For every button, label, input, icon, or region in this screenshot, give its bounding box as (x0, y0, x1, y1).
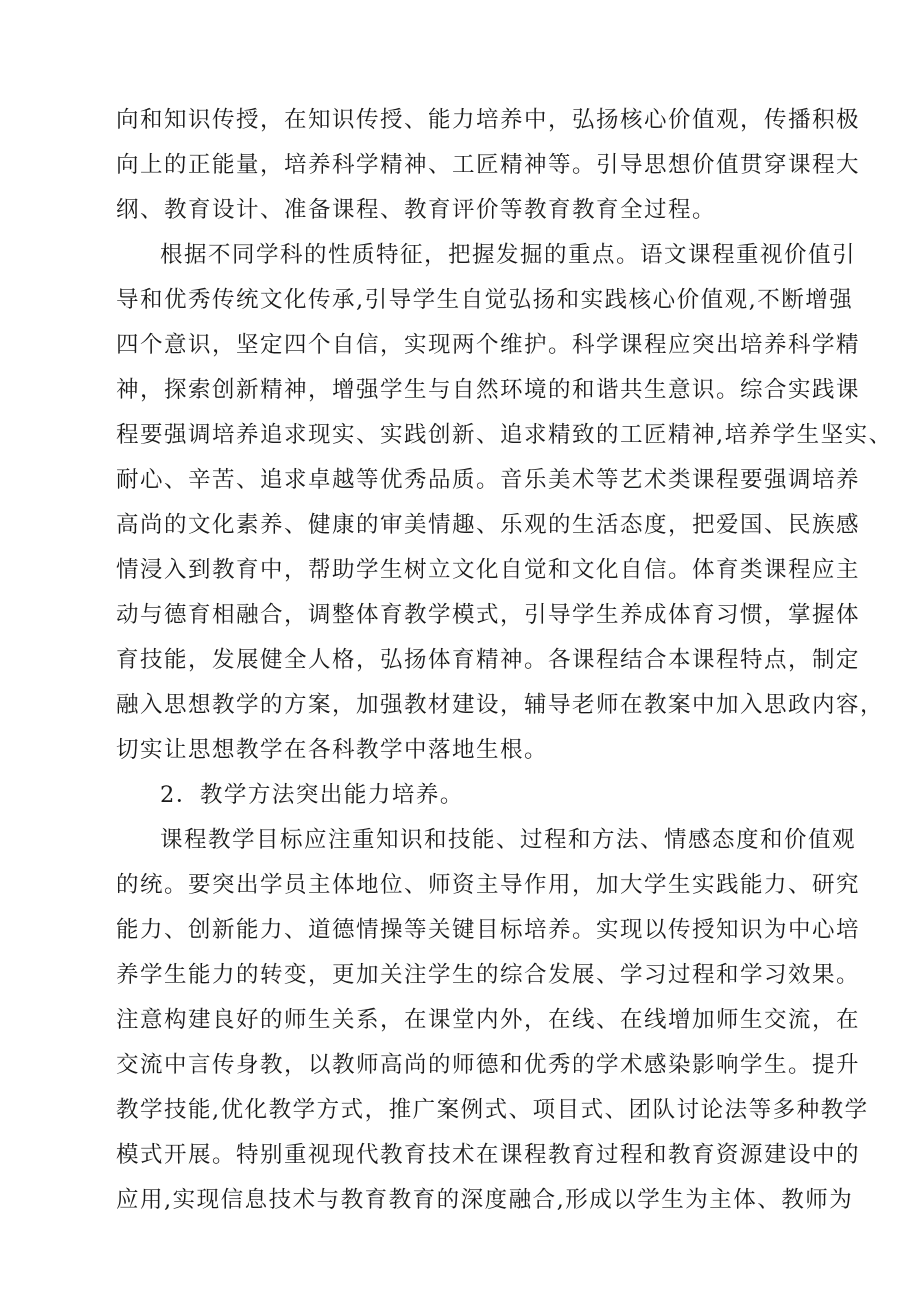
section-heading: 2．教学方法突出能力培养。 (160, 782, 464, 808)
text-line: 养学生能力的转变，更加关注学生的综合发展、学习过程和学习效果。 (116, 962, 861, 988)
text-line: 程要强调培养追求现实、实践创新、追求精致的工匠精神,培养学生坚实、 (116, 422, 893, 448)
text-line: 神，探索创新精神，增强学生与自然环境的和谐共生意识。综合实践课 (116, 377, 861, 403)
text-line: 情浸入到教育中，帮助学生树立文化自觉和文化自信。体育类课程应主 (116, 557, 861, 583)
text-line: 切实让思想教学在各科教学中落地生根。 (116, 737, 549, 763)
text-line: 能力、创新能力、道德情操等关键目标培养。实现以传授知识为中心培 (116, 917, 861, 943)
text-line: 纲、教育设计、准备课程、教育评价等教育教育全过程。 (116, 197, 717, 223)
text-line: 向上的正能量，培养科学精神、工匠精神等。引导思想价值贯穿课程大 (116, 152, 861, 178)
text-line: 交流中言传身教，以教师高尚的师德和优秀的学术感染影响学生。提升 (116, 1052, 861, 1078)
text-line: 课程教学目标应注重知识和技能、过程和方法、情感态度和价值观 (160, 827, 857, 853)
text-line: 的统。要突出学员主体地位、师资主导作用，加大学生实践能力、研究 (116, 872, 861, 898)
text-line: 育技能，发展健全人格，弘扬体育精神。各课程结合本课程特点，制定 (116, 647, 861, 673)
text-line: 动与德育相融合，调整体育教学模式，引导学生养成体育习惯，掌握体 (116, 602, 861, 628)
text-line: 教学技能,优化教学方式，推广案例式、项目式、团队讨论法等多种教学 (116, 1097, 869, 1123)
text-line: 四个意识，坚定四个自信，实现两个维护。科学课程应突出培养科学精 (116, 332, 861, 358)
text-line: 导和优秀传统文化传承,引导学生自觉弘扬和实践核心价值观,不断增强 (116, 287, 854, 313)
text-line: 融入思想教学的方案，加强教材建设，辅导老师在教案中加入思政内容， (116, 692, 885, 718)
text-line: 模式开展。特别重视现代教育技术在课程教育过程和教育资源建设中的 (116, 1142, 861, 1168)
text-line: 根据不同学科的性质特征，把握发掘的重点。语文课程重视价值引 (160, 242, 857, 268)
text-line: 高尚的文化素养、健康的审美情趣、乐观的生活态度，把爱国、民族感 (116, 512, 861, 538)
text-line: 耐心、辛苦、追求卓越等优秀品质。音乐美术等艺术类课程要强调培养 (116, 467, 861, 493)
text-line: 向和知识传授，在知识传授、能力培养中，弘扬核心价值观，传播积极 (116, 107, 861, 133)
text-line: 应用,实现信息技术与教育教育的深度融合,形成以学生为主体、教师为 (116, 1187, 854, 1213)
text-line: 注意构建良好的师生关系，在课堂内外，在线、在线增加师生交流，在 (116, 1007, 861, 1033)
